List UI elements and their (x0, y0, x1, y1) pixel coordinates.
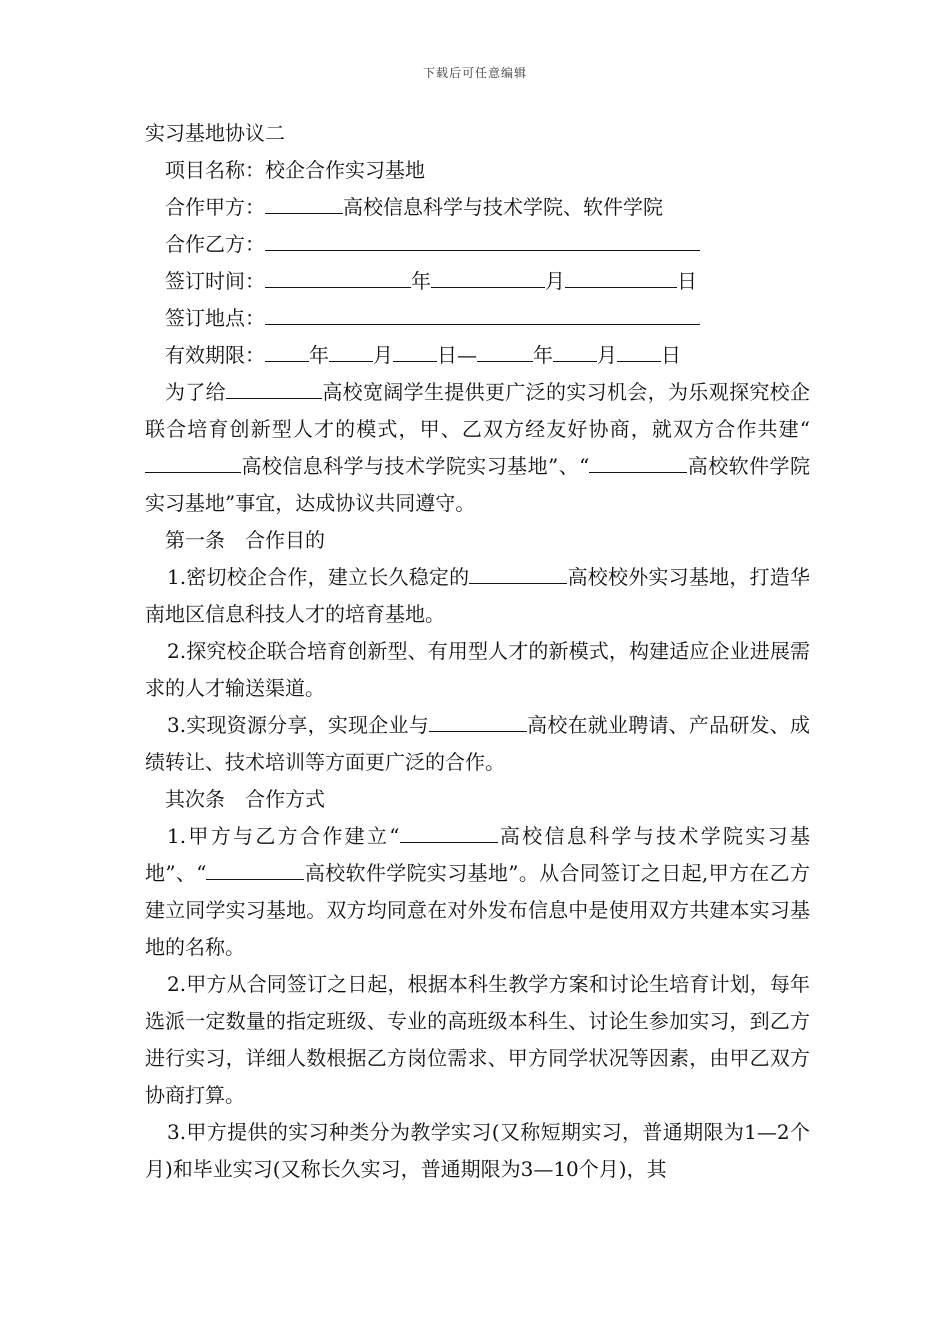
fill-blank (206, 860, 304, 880)
validity-line (145, 337, 810, 374)
fill-blank (265, 194, 343, 214)
item-text: 3.实现资源分享，实现企业与 (167, 713, 429, 737)
party-b-label: 合作乙方： (165, 232, 265, 256)
month-text: 月 (545, 269, 565, 293)
month-text: 月 (373, 343, 393, 367)
fill-blank (469, 564, 567, 584)
fill-blank (589, 453, 687, 473)
item-text: 1.甲方与乙方合作建立“ (167, 824, 400, 848)
year-text: 年 (309, 343, 329, 367)
month-text: 月 (597, 343, 617, 367)
item-text: 高校在就业聘请、产品研发、成绩转让、技术培训等方面更广泛的合作。 (145, 713, 810, 774)
article-2-item-3: 3.甲方提供的实习种类分为教学实习(又称短期实习，普通期限为1—2个月)和毕业实习(又称长久实习，普通期限为3—10个月)，其 (145, 1120, 810, 1181)
sign-time-label: 签订时间： (165, 269, 265, 293)
document-title: 实习基地协议二 (145, 121, 285, 145)
year-text: 年 (411, 269, 431, 293)
fill-blank (617, 342, 661, 362)
item-text: 高校软件学院实习基地”。从合同签订之日起,甲方在乙方建立同学实习基地。双方均同意在对外发布信息中是使用双方共建本实习基地的名称。 (145, 861, 810, 959)
dash-text: — (457, 343, 477, 367)
intro-text: 高校宽阔学生提供更广泛的实习机会，为乐观探究校企联合培育创新型人才的模式，甲、乙双方经友好协商，就双方合作共建“ (145, 380, 810, 441)
fill-blank (145, 453, 241, 473)
party-a-value: 高校信息科学与技术学院、软件学院 (343, 195, 663, 219)
article-2-item-2: 2.甲方从合同签订之日起，根据本科生教学方案和讨论生培育计划，每年选派一定数量的指定班级、专业的高班级本科生、讨论生参加实习，到乙方进行实习，详细人数根据乙方岗位需求、甲方同学状况等因素，由甲乙双方协商打算。 (145, 972, 810, 1107)
item-text: 高校校外实习基地，打造华南地区信息科技人才的培育基地。 (145, 565, 810, 626)
intro-paragraph (145, 374, 810, 522)
party-a-line (145, 189, 810, 226)
fill-blank (265, 231, 700, 251)
article-1-item-2: 2.探究校企联合培育创新型、有用型人才的新模式，构建适应企业进展需求的人才输送渠道。 (145, 639, 810, 700)
fill-blank (265, 342, 309, 362)
article-1-item-3 (145, 707, 810, 781)
fill-blank (400, 823, 498, 843)
party-b-line (145, 226, 810, 263)
intro-text: 为了给 (165, 380, 226, 404)
project-name-line (145, 152, 810, 189)
intro-text: 高校信息科学与技术学院实习基地”、“ (241, 454, 590, 478)
fill-blank (429, 712, 527, 732)
sign-time-line (145, 263, 810, 300)
sign-place-line (145, 300, 810, 337)
sign-place-label: 签订地点： (165, 306, 265, 330)
fill-blank (265, 305, 700, 325)
party-a-label: 合作甲方： (165, 195, 265, 219)
article-2-heading: 其次条 合作方式 (165, 787, 325, 811)
year-text: 年 (533, 343, 553, 367)
validity-label: 有效期限： (165, 343, 265, 367)
fill-blank (553, 342, 597, 362)
day-text: 日 (437, 343, 457, 367)
project-value: 校企合作实习基地 (265, 158, 425, 182)
document-body (145, 115, 810, 1188)
fill-blank (477, 342, 533, 362)
project-label: 项目名称： (165, 158, 265, 182)
item-text: 1.密切校企合作，建立长久稳定的 (167, 565, 470, 589)
day-text: 日 (677, 269, 697, 293)
article-1-heading: 第一条 合作目的 (165, 528, 325, 552)
fill-blank (431, 268, 545, 288)
fill-blank (265, 268, 411, 288)
fill-blank (565, 268, 677, 288)
intro-text: 高校软件学院实习基地”事宜，达成协议共同遵守。 (145, 454, 810, 515)
fill-blank (329, 342, 373, 362)
page-header: 下载后可任意编辑 (422, 66, 527, 80)
article-2-item-1 (145, 818, 810, 966)
fill-blank (226, 379, 322, 399)
article-1-item-1 (145, 559, 810, 633)
fill-blank (393, 342, 437, 362)
item-text: 高校信息科学与技术学院实习基地”、“ (145, 824, 810, 885)
day-text: 日 (661, 343, 681, 367)
